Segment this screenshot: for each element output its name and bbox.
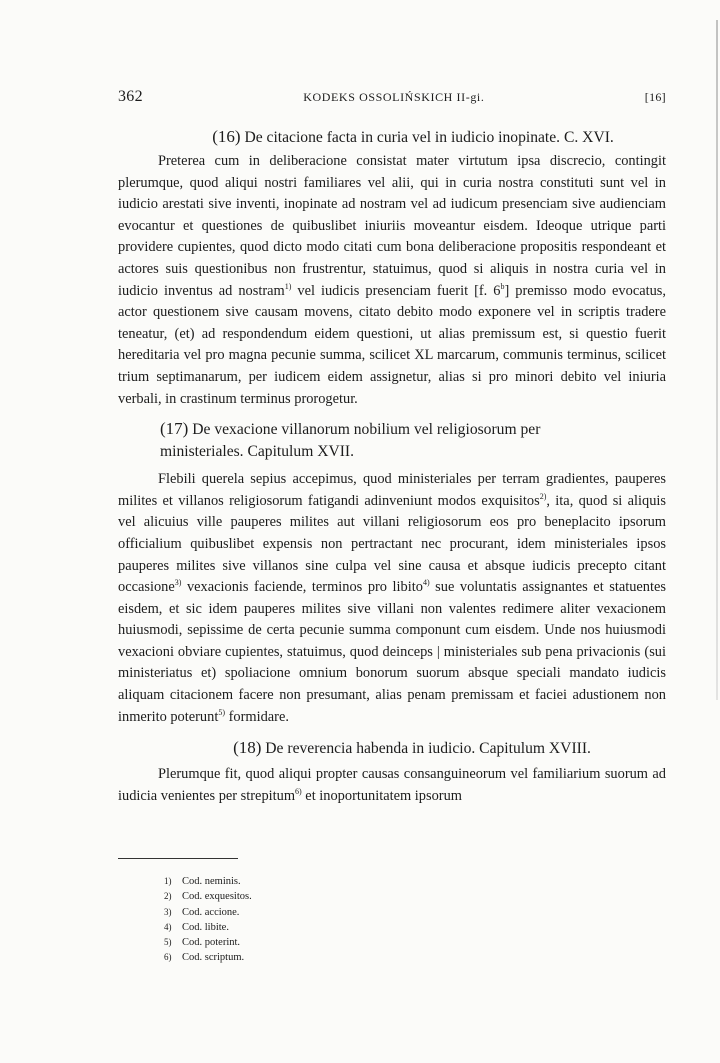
footnote-text: Cod. neminis.: [182, 876, 241, 887]
footnote-text: Cod. accione.: [182, 906, 240, 918]
footnote: [164, 889, 252, 904]
running-title: KODEKS OSSOLIŃSKICH II-gi.: [303, 90, 485, 104]
chapter-number: (16): [212, 127, 241, 146]
footnote-text: Cod. exquesitos.: [182, 891, 252, 903]
text-segment: , ita, quod si aliquis vel alicuius ville pauperes milites aut villani religiosorum eos pro beneplacito ipsorum officialium quibuslibet expensis non pertractant nec procurant, idem ministeriales ipsos pauperes milites sive villanos sine culpa vel sine causa et absque iudicis precepto citant occasione: [118, 492, 666, 596]
folio-side: b: [500, 281, 505, 291]
text-segment: formidare.: [225, 708, 289, 725]
footnote-ref: 4): [422, 578, 430, 588]
text-segment: sue voluntatis assignantes et statuentes eisdem, et sic idem pauperes milites sive villani non valentes redimere aliter vexacionem huiusmodi, sepissime de certa pecunie summa componunt cum eisdem. Unde nos huiusmodi vexacioni obviare cupientes, statuimus, quod deinceps | ministeriales sub pena privacionis (sui ministeriatus et) spoliacione omnium bonorum suorum absque speciali mandato iudicis aliquam citacionem facere non presumant, alias penam premissam et faciei adustionem non inmerito poterunt: [118, 579, 666, 725]
footnote: [164, 905, 252, 920]
page-body: [118, 88, 666, 807]
text-segment: vexacionis faciende, terminos pro libito: [181, 579, 423, 596]
footnote-ref: 1): [284, 281, 292, 291]
chapter-number: (18): [233, 738, 262, 758]
footnote-mark: 2): [164, 891, 172, 902]
footnote-rule: [118, 858, 238, 859]
footnote: [164, 920, 252, 935]
footnote-text: Cod. poterint.: [182, 937, 241, 949]
chapter-17-text: [118, 469, 666, 728]
footnote-text: Cod. libite.: [182, 921, 229, 933]
page-number: 362: [118, 88, 143, 105]
section-marker: [16]: [644, 90, 666, 104]
footnote-text: Cod. scriptum.: [182, 952, 245, 964]
footnote: [164, 874, 252, 889]
chapter-17-heading: [118, 418, 666, 463]
footnotes: [164, 874, 252, 966]
chapter-title-line: De vexacione villanorum nobilium vel religiosorum per: [192, 421, 541, 439]
running-head: [118, 88, 666, 106]
chapter-16-heading: [118, 126, 666, 149]
chapter-18-text: [118, 764, 666, 807]
chapter-18-heading: [118, 737, 666, 760]
margin-scan-mark: [716, 20, 718, 700]
footnote: [164, 950, 252, 965]
chapter-title-line: ministeriales. Capitulum XVII.: [160, 443, 355, 461]
chapter-title: De citacione facta in curia vel in iudicio inopinate. C. XVI.: [244, 129, 614, 146]
chapter-title: De reverencia habenda in iudicio. Capitulum XVIII.: [265, 740, 591, 758]
text-segment: ] premisso modo evocatus, actor questionem sive causam movens, citato debito modo exponere vel in scriptis tradere teneatur, (et) ad respondendum eidem questioni, ut alias premissum est, si questio fuerit hereditaria vel pro magna pecunie summa, scilicet XL marcarum, communis terminus, scilicet trium septimanarum, per iudicem eidem assignetur, alias si pro minori debito vel iniuria verbali, in crastinum terminus prorogetur.: [118, 282, 666, 407]
text-segment: Plerumque fit, quod aliqui propter causas consanguineorum vel familiarium suorum ad iudicia venientes per strepitum: [118, 766, 666, 804]
text-segment: Preterea cum in deliberacione consistat mater virtutum ipsa discrecio, contingit plerumque, quod aliqui nostri familiares vel alii, qui in curia nostra constituti sunt vel in iudicio arestati sive inventi, inopinate ad nostram vel ad iudicum presenciam sive audienciam evocantur et questiones de quibuslibet iniuriis moveantur eisdem. Ideoque utrique parti providere cupientes, quod dicto modo citati cum bona deliberacione propositis respondeant et actores suis questionibus non frustrentur, statuimus, quod si aliquis in nostra curia vel in iudicio inventus ad nostram: [118, 153, 666, 299]
footnote-mark: 6): [164, 952, 172, 963]
footnote-ref: 6): [295, 786, 302, 796]
chapter-number: (17): [160, 419, 189, 439]
footnote-mark: 3): [164, 906, 172, 917]
footnote-ref: 3): [174, 578, 182, 588]
footnote: [164, 935, 252, 950]
footnote-mark: 4): [164, 921, 172, 932]
text-segment: Flebili querela sepius accepimus, quod ministeriales per terram gradientes, pauperes milites et villanos religiosorum fatigandi adinveniunt modos exquisitos: [118, 471, 666, 509]
text-segment: et inoportunitatem ipsorum: [301, 787, 462, 804]
text-segment: vel iudicis presenciam fuerit [f. 6: [291, 282, 501, 299]
chapter-16-text: [118, 151, 666, 410]
footnote-mark: 5): [164, 937, 172, 948]
footnote-ref: 5): [218, 707, 225, 717]
footnote-mark: 1): [164, 876, 172, 886]
footnote-ref: 2): [539, 491, 547, 501]
